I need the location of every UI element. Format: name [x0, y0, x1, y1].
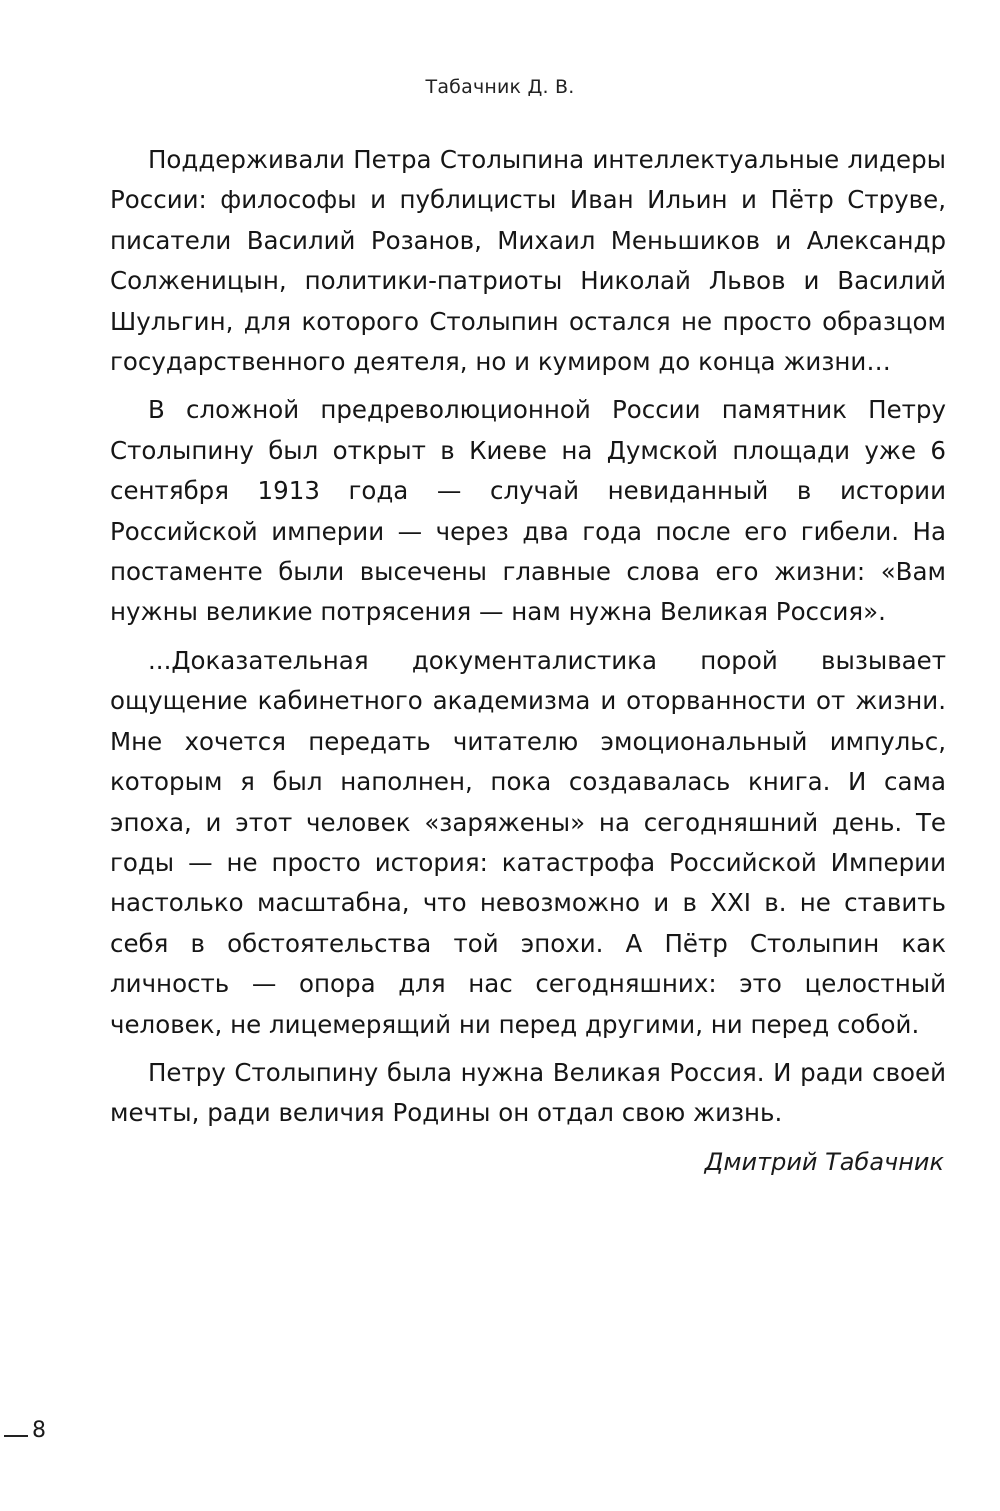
paragraph-documentary: ...Доказательная документалистика порой вызывает ощущение кабинетного академизма и оторванности от жизни. Мне хочется передать читателю эмоциональный импульс, которым я был наполнен, пока создавалась книга. И сама эпоха, и этот человек «заряжены» на сегодняшний день. Те годы — не просто история: катастрофа Российской Империи настолько масштабна, что невозможно и в XXI в. не ставить себя в обстоятельства той эпохи. А Пётр Столыпин как личность — опора для нас сегодняшних: это целостный человек, не лицемерящий ни перед другими, ни перед собой.: [110, 645, 946, 1039]
author-signature: Дмитрий Табачник: [704, 1148, 944, 1176]
folio-rule: [4, 1435, 28, 1437]
page-folio: [4, 1418, 46, 1443]
paragraph-supporters: Поддерживали Петра Столыпина интеллектуальные лидеры России: философы и публицисты Иван Ильин и Пётр Струве, писатели Василий Розанов, Михаил Меньшиков и Александр Солженицын, политики-патриоты Николай Львов и Василий Шульгин, для которого Столыпин остался не просто образцом государственного деятеля, но и кумиром до конца жизни…: [110, 145, 946, 377]
paragraph-monument: В сложной предреволюционной России памятник Петру Столыпину был открыт в Киеве на Думской площади уже 6 сентября 1913 года — случай невиданный в истории Российской империи — через два года после его гибели. На постаменте были высечены главные слова его жизни: «Вам нужны великие потрясения — нам нужна Великая Россия».: [110, 395, 946, 627]
running-header: Табачник Д. В.: [425, 76, 575, 98]
page-number: 8: [32, 1418, 46, 1443]
body-text: [110, 140, 946, 1142]
paragraph-conclusion: Петру Столыпину была нужна Великая Россия. И ради своей мечты, ради величия Родины он отдал свою жизнь.: [110, 1057, 946, 1128]
